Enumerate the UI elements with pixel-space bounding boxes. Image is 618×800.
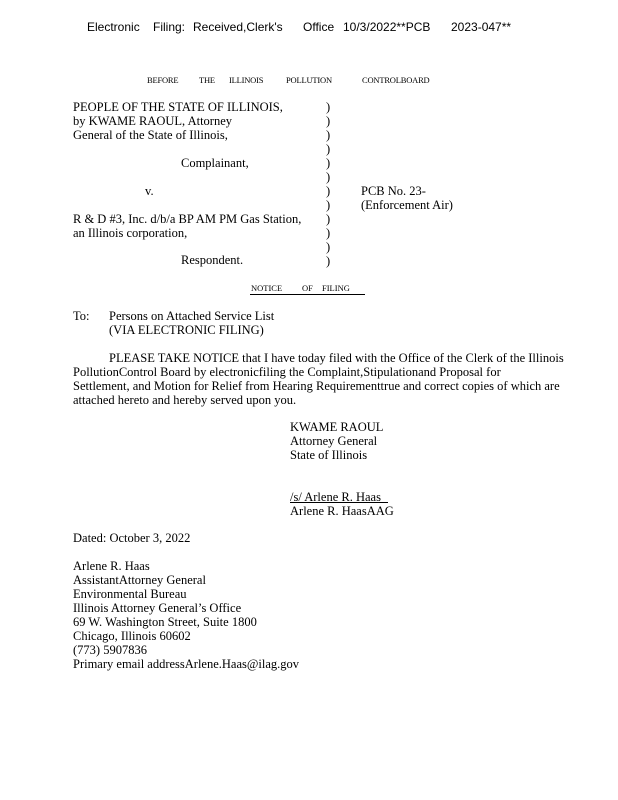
respondent-label: Respondent. xyxy=(181,253,244,267)
notice-word-notice: NOTICE xyxy=(251,283,283,293)
stamp-received: Received,Clerk's xyxy=(193,20,283,34)
caption-before: BEFORE xyxy=(147,75,179,85)
caption-the: THE xyxy=(199,75,215,85)
body-line-3: Settlement, and Motion for Relief from Hearing Requirementtrue and correct copies of which are xyxy=(73,379,560,393)
caption-controlboard: CONTROLBOARD xyxy=(362,75,430,85)
contact-office: Illinois Attorney General’s Office xyxy=(73,601,242,615)
to-line-1: Persons on Attached Service List xyxy=(109,309,275,323)
contact-city: Chicago, Illinois 60602 xyxy=(73,629,191,643)
complainant-label: Complainant, xyxy=(181,156,249,170)
dated-line: Dated: October 3, 2022 xyxy=(73,531,191,545)
caption-pollution: POLLUTION xyxy=(286,75,332,85)
case-type: (Enforcement Air) xyxy=(361,198,453,212)
versus: v. xyxy=(145,184,154,198)
paren: ) xyxy=(326,142,331,156)
body-line-2: PollutionControl Board by electronicfiling the Complaint,Stipulationand Proposal for xyxy=(73,365,501,379)
signature-underline xyxy=(290,502,388,503)
body-line-1: PLEASE TAKE NOTICE that I have today filed with the Office of the Clerk of the Illinois xyxy=(109,351,564,365)
paren: ) xyxy=(326,170,331,184)
defendant-line-1: R & D #3, Inc. d/b/a BP AM PM Gas Station, xyxy=(73,212,302,226)
contact-phone: (773) 5907836 xyxy=(73,643,147,657)
notice-word-of: OF xyxy=(302,283,313,293)
plaintiff-line-3: General of the State of Illinois, xyxy=(73,128,228,142)
signer-name: Arlene R. HaasAAG xyxy=(290,504,394,518)
notice-underline xyxy=(250,294,365,295)
stamp-electronic: Electronic xyxy=(87,20,140,34)
case-number: PCB No. 23- xyxy=(361,184,426,198)
stamp-filing: Filing: xyxy=(153,20,186,34)
notice-word-filing: FILING xyxy=(322,283,350,293)
paren: ) xyxy=(326,156,331,170)
to-line-2: (VIA ELECTRONIC FILING) xyxy=(109,323,264,337)
contact-email: Primary email addressArlene.Haas@ilag.gov xyxy=(73,657,300,671)
paren: ) xyxy=(326,226,331,240)
contact-title: AssistantAttorney General xyxy=(73,573,206,587)
contact-street: 69 W. Washington Street, Suite 1800 xyxy=(73,615,257,629)
paren: ) xyxy=(326,100,331,114)
paren: ) xyxy=(326,240,331,254)
paren: ) xyxy=(326,114,331,128)
electronic-signature: /s/ Arlene R. Haas xyxy=(290,490,381,504)
caption-paren-column xyxy=(326,100,330,268)
signature-title: Attorney General xyxy=(290,434,378,448)
paren: ) xyxy=(326,184,331,198)
caption-illinois: ILLINOIS xyxy=(229,75,264,85)
plaintiff-line-1: PEOPLE OF THE STATE OF ILLINOIS, xyxy=(73,100,283,114)
stamp-date: 10/3/2022**PCB xyxy=(343,20,431,34)
plaintiff-line-2: by KWAME RAOUL, Attorney xyxy=(73,114,233,128)
contact-name: Arlene R. Haas xyxy=(73,559,150,573)
contact-bureau: Environmental Bureau xyxy=(73,587,187,601)
defendant-line-2: an Illinois corporation, xyxy=(73,226,188,240)
body-line-4: attached hereto and hereby served upon you. xyxy=(73,393,297,407)
stamp-office: Office xyxy=(303,20,335,34)
paren: ) xyxy=(326,254,331,268)
signature-state: State of Illinois xyxy=(290,448,368,462)
to-label: To: xyxy=(73,309,90,323)
paren: ) xyxy=(326,212,331,226)
paren: ) xyxy=(326,128,331,142)
signature-name: KWAME RAOUL xyxy=(290,420,384,434)
stamp-case: 2023-047** xyxy=(451,20,512,34)
paren: ) xyxy=(326,198,331,212)
